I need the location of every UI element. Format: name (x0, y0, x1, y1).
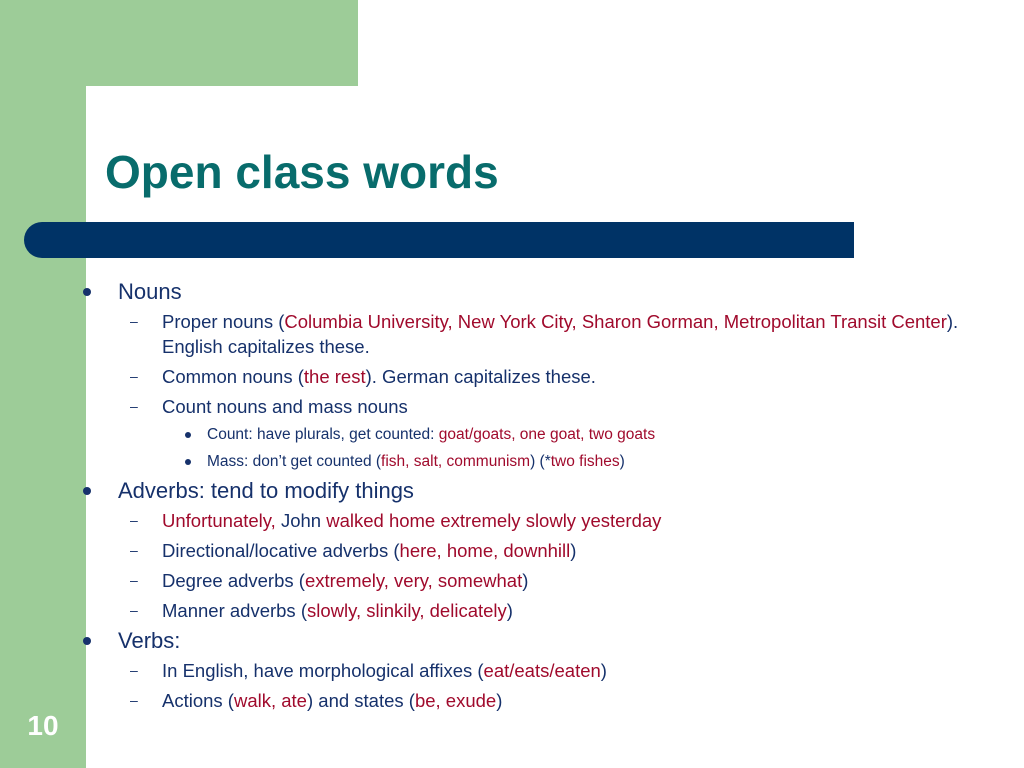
dash-icon: – (130, 512, 138, 528)
sub-bullet-proper-nouns (80, 309, 1000, 359)
title-underline-bar (24, 222, 854, 258)
text: Directional/locative adverbs ( (162, 540, 400, 561)
example-text: fish, salt, communism (381, 453, 531, 470)
text: Actions ( (162, 690, 234, 711)
example-text: two fishes (550, 453, 620, 470)
slide-title: Open class words (105, 146, 499, 198)
example-text: goat/goats, one goat, two goats (438, 426, 656, 443)
bullet-verbs (80, 628, 1000, 654)
dash-icon: – (130, 602, 138, 618)
text: ) and states ( (306, 690, 415, 711)
bullet-dot-icon (83, 288, 91, 296)
text: Degree adverbs ( (162, 570, 305, 591)
dash-icon: – (130, 692, 138, 708)
text: ) (522, 570, 529, 591)
dash-icon: – (130, 368, 138, 384)
example-text: be, exude (414, 690, 497, 711)
bullet-nouns (80, 279, 1000, 305)
sub-bullet-adverb-example (80, 508, 1000, 533)
bullet-dot-icon (83, 487, 91, 495)
sub-sub-bullet-count (80, 424, 1000, 446)
example-text: the rest (303, 366, 366, 387)
sub-bullet-manner (80, 598, 1000, 623)
text: Count: have plurals, get counted: (207, 426, 439, 443)
dash-icon: – (130, 542, 138, 558)
bullet-label: Nouns (118, 279, 182, 304)
bullet-adverbs (80, 478, 1000, 504)
text: ). English capitalizes these. (162, 311, 959, 357)
example-text: walk, ate (233, 690, 307, 711)
green-frame-side (0, 0, 86, 768)
text: ) (496, 690, 503, 711)
dash-icon: – (130, 662, 138, 678)
sub-sub-bullet-mass (80, 451, 1000, 473)
example-text: here, home, downhill (399, 540, 571, 561)
sub-bullet-count-mass (80, 394, 1000, 419)
text: Common nouns ( (162, 366, 304, 387)
dash-icon: – (130, 572, 138, 588)
text: ) (506, 600, 513, 621)
text: Manner adverbs ( (162, 600, 307, 621)
text: ) (* (530, 453, 551, 470)
text: Count nouns and mass nouns (162, 396, 408, 417)
example-text: slowly, slinkily, delicately (306, 600, 507, 621)
bullet-dot-icon (83, 637, 91, 645)
text: Mass: don’t get counted ( (207, 453, 382, 470)
sub-bullet-actions (80, 688, 1000, 713)
sub-bullet-degree (80, 568, 1000, 593)
text: Proper nouns ( (162, 311, 285, 332)
text: In English, have morphological affixes ( (162, 660, 484, 681)
bullet-label: Adverbs: tend to modify things (118, 478, 414, 503)
example-text: Unfortunately, (162, 510, 276, 531)
page-number: 10 (27, 710, 59, 741)
text: ) (600, 660, 607, 681)
example-text: extremely, very, somewhat (304, 570, 523, 591)
bullet-label: Verbs: (118, 628, 181, 653)
example-text: walked home extremely slowly yesterday (326, 510, 662, 531)
bullet-dot-icon (185, 432, 191, 438)
bullet-dot-icon (185, 459, 191, 465)
text: John (275, 510, 327, 531)
dash-icon: – (130, 398, 138, 414)
text: ) (619, 453, 625, 470)
text: ). German capitalizes these. (365, 366, 596, 387)
dash-icon: – (130, 313, 138, 329)
slide-body (80, 279, 1000, 718)
text: ) (570, 540, 577, 561)
sub-bullet-directional (80, 538, 1000, 563)
example-text: Columbia University, New York City, Sharon Gorman, Metropolitan Transit Center (284, 311, 947, 332)
example-text: eat/eats/eaten (483, 660, 601, 681)
sub-bullet-morph (80, 658, 1000, 683)
sub-bullet-common-nouns (80, 364, 1000, 389)
